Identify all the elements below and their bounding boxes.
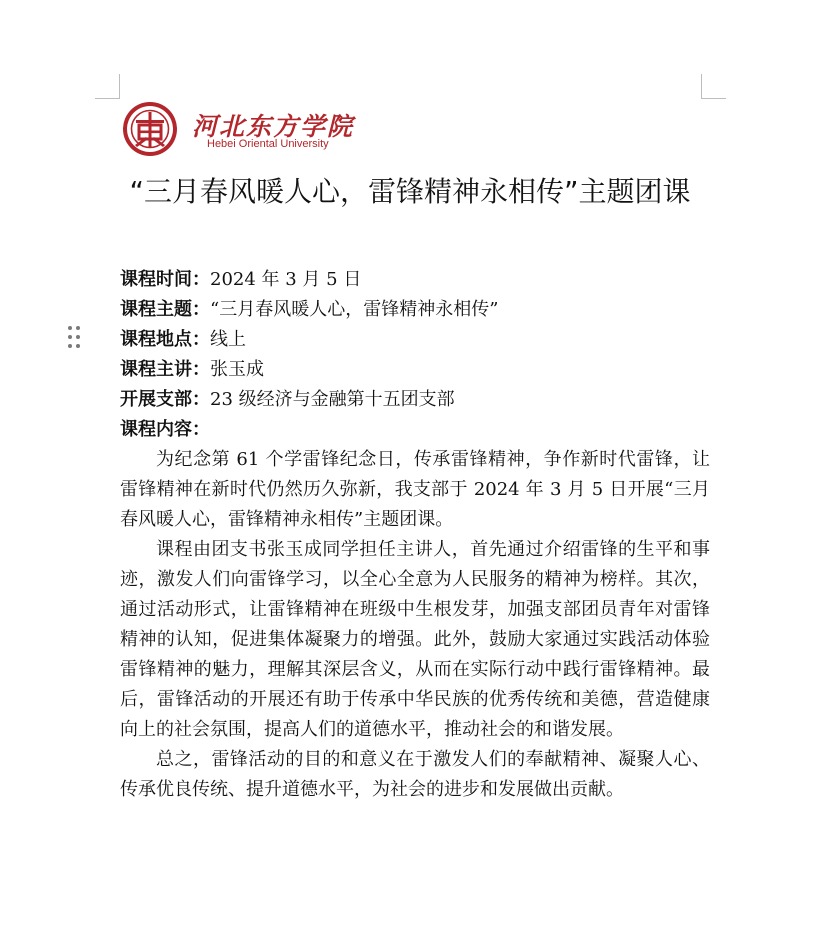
crop-mark-top-left [95,74,120,99]
field-course-content [120,415,710,445]
university-name-en: Hebei Oriental University [207,138,329,150]
field-value: 张玉成 [210,359,264,380]
field-course-location [120,325,710,355]
field-label: 课程地点： [120,329,210,350]
field-label: 课程内容： [120,419,210,440]
field-label: 开展支部： [120,389,210,410]
content-paragraph-2: 课程由团支书张玉成同学担任主讲人，首先通过介绍雷锋的生平和事迹，激发人们向雷锋学习，以全心全意为人民服务的精神为榜样。其次，通过活动形式，让雷锋精神在班级中生根发芽，加强支部团员青年对雷锋精神的认知，促进集体凝聚力的增强。此外，鼓励大家通过实践活动体验雷锋精神的魅力，理解其深层含义，从而在实际行动中践行雷锋精神。最后，雷锋活动的开展还有助于传承中华民族的优秀传统和美德，营造健康向上的社会氛围，提高人们的道德水平，推动社会的和谐发展。 [120,539,710,740]
field-label: 课程时间： [120,269,210,290]
university-seal-icon [122,101,178,157]
field-value: 线上 [210,329,246,350]
field-label: 课程主题： [120,299,210,320]
content-paragraph-1: 为纪念第 61 个学雷锋纪念日，传承雷锋精神，争作新时代雷锋，让雷锋精神在新时代仍然历久弥新，我支部于 2024 年 3 月 5 日开展“三月春风暖人心，雷锋精神永相传”主题团课。 [120,449,710,530]
university-logo [122,101,362,157]
field-course-time [120,265,710,295]
crop-mark-top-right [701,74,726,99]
block-drag-handle-icon[interactable] [68,326,82,350]
field-course-speaker [120,355,710,385]
university-name-cn: 河北东方学院 [192,112,355,141]
content-paragraph-3: 总之，雷锋活动的目的和意义在于激发人们的奉献精神、凝聚人心、传承优良传统、提升道德水平，为社会的进步和发展做出贡献。 [120,749,710,800]
field-value: 2024 年 3 月 5 日 [210,269,362,290]
field-value: “三月春风暖人心，雷锋精神永相传” [210,299,499,320]
field-value: 23 级经济与金融第十五团支部 [210,389,455,410]
document-body [120,265,710,805]
field-branch [120,385,710,415]
field-label: 课程主讲： [120,359,210,380]
document-title: “三月春风暖人心，雷锋精神永相传”主题团课 [129,175,691,208]
field-course-theme [120,295,710,325]
